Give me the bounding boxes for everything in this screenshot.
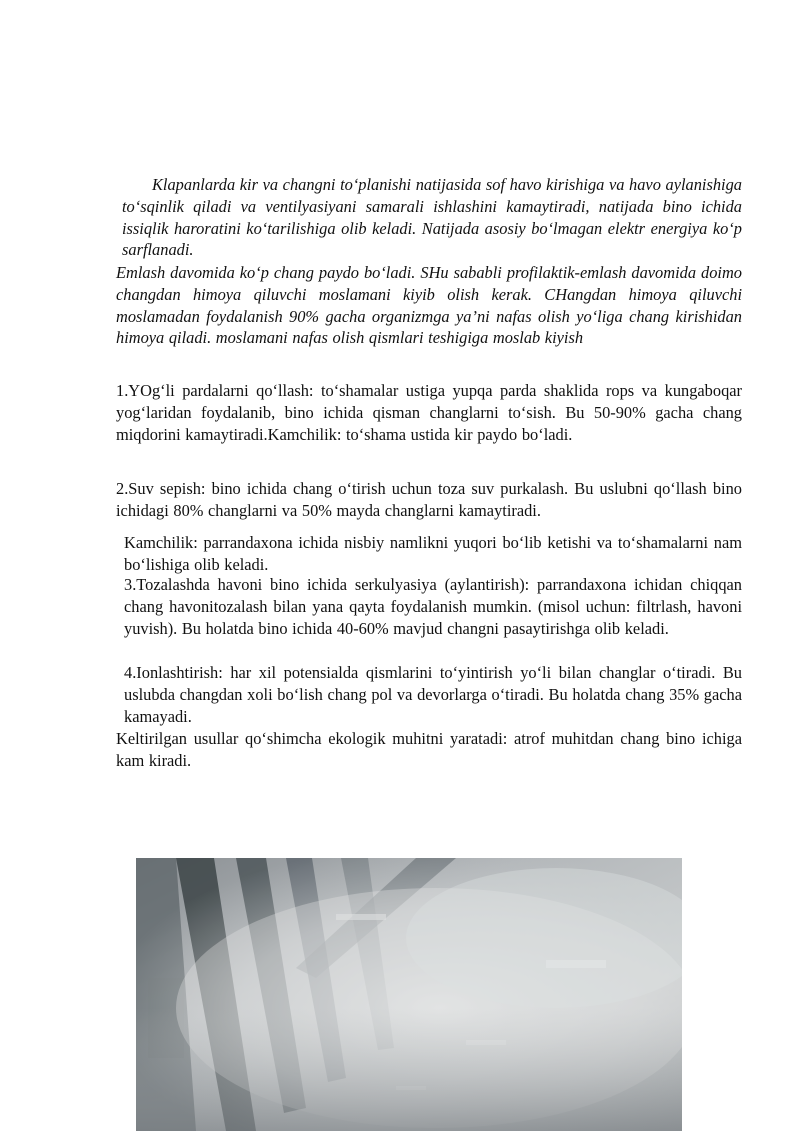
- dusty-poultry-house-photo: [136, 858, 688, 1131]
- list-item-oil-films: 1.YOg‘li pardalarni qo‘llash: to‘shamalar ustiga yupqa parda shaklida rops va kungaboqar yog‘laridan foydalanib, bino ichida qisman changlarni to‘sish. Bu 50-90% gacha chang miqdorini kamaytiradi.Kamchilik: to‘shama ustida kir paydo bo‘ladi.: [116, 381, 742, 444]
- list-item-ionization: 4.Ionlashtirish: har xil potensialda qismlarini to‘yintirish yo‘li bilan changlar o‘tiradi. Bu uslubda changdan xoli bo‘lish chang pol va devorlarga o‘tiradi. Bu holatda chang 35% gacha kamayadi.: [124, 663, 742, 726]
- paragraph-vaccination-dust: Emlash davomida ko‘p chang paydo bo‘ladi. SHu sababli profilaktik-emlash davomida doimo changdan himoya qiluvchi moslamani kiyib olish kerak. CHangdan himoya qiluvchi moslamadan foydalanish 90% gacha organizmga ya’ni nafas olish yo‘liga chang kirishidan himoya qiladi. moslamani nafas olish qismlari teshigiga moslab kiyish: [116, 263, 742, 348]
- list-item-water-spraying: 2.Suv sepish: bino ichida chang o‘tirish uchun toza suv purkalash. Bu uslubni qo‘llash bino ichidagi 80% changlarni va 50% mayda changlarni kamaytiradi.: [116, 479, 742, 520]
- paragraph-conclusion: Keltirilgan usullar qo‘shimcha ekologik muhitni yaratadi: atrof muhitdan chang bino ichiga kam kiradi.: [116, 729, 742, 770]
- paragraph-drawback: Kamchilik: parrandaxona ichida nisbiy namlikni yuqori bo‘lib ketishi va to‘shamalarni nam bo‘lishiga olib keladi.: [124, 533, 742, 574]
- paragraph-intro: Klapanlarda kir va changni to‘planishi natijasida sof havo kirishiga va havo aylanishiga to‘sqinlik qiladi va ventilyasiyani samarali ishlashini kamaytiradi, natijada bino ichida issiqlik haroratini ko‘tarilishiga olib keladi. Natijada asosiy bo‘lmagan elektr energiya ko‘p sarflanadi.: [122, 175, 742, 260]
- list-item-air-recirculation: 3.Tozalashda havoni bino ichida serkulyasiya (aylantirish): parrandaxona ichidan chiqqan chang havonitozalash bilan yana qayta foydalanish mumkin. (misol uchun: filtrlash, havoni yuvish). Bu holatda bino ichida 40-60% mavjud changni pasaytirishga olib keladi.: [124, 575, 742, 638]
